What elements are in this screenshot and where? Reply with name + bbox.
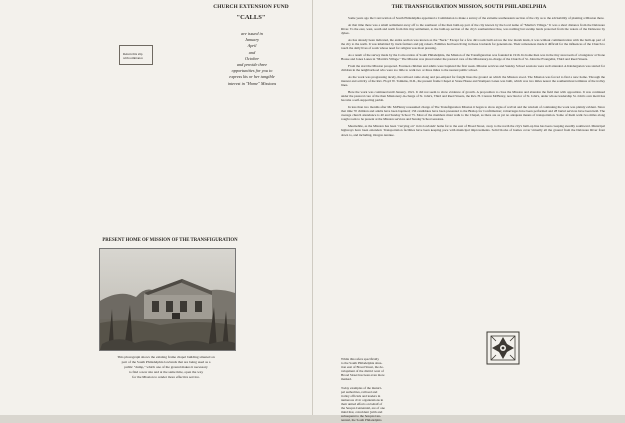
calls-text (206, 31, 298, 87)
decorative-ornament-icon (485, 330, 521, 366)
caption-line: public "dump," which one of the ground makes it necessary (124, 365, 208, 369)
narrow-line: Broad Street has been even more (341, 373, 385, 378)
narrow-line: their united efforts on behalf of (341, 402, 383, 407)
remittance-slip (119, 45, 153, 65)
calls-line: October (244, 55, 260, 61)
calls-line: and provide three (236, 62, 268, 68)
narrow-line: to the South Philadelphia situa- (341, 361, 383, 366)
narrow-line: Today examples of the munici- (341, 385, 382, 390)
fund-title: CHURCH EXTENSION FUND (213, 4, 289, 10)
paragraph: From the start the Mission prospered. Fourteen children and adults were baptized the first week. Mission services and Sunday School sessions were well attended. A Kindergarten was started for children in the neighborhood who were too little to walk two or three miles to the nearest public school. (341, 64, 605, 73)
narrow-line: tennial, the South Philadelphia (341, 418, 382, 423)
paragraph: As a result of the survey made by the Convocation of South Philadelphia, the Mission of the Transfiguration was founded in 1916. Its home then was in the tiny storeroom of a bungalow at Stone House and Jones Lanes in "Martin's Village." The Mission was placed under the pastoral care of the Missionary-in-charge of the Church of St. John the Evangelist, Third and Reed Streets. (341, 53, 605, 62)
narrow-line: the Sesqui-Centennial, are of one (341, 406, 385, 411)
narrow-line: marked. (341, 377, 352, 382)
calls-heading: "CALLS" (236, 14, 266, 21)
chapel-photo-image (100, 249, 235, 350)
stub-line: with remittance (123, 56, 143, 60)
paragraph: At that time there was a small settlement away off to the southeast of the then built-up part of the city known by the local name of "Martin's Village." It was a short distance from the Delaware River. To the east, west, south and north from this tiny settlement, to the built-up section of the city's southernmost line, was nothing but swamp lands protected from the waters of the Delaware by dykes. (341, 22, 605, 36)
calls-line: interest in "Home" Missions (227, 80, 277, 86)
mission-title: THE TRANSFIGURATION MISSION, SOUTH PHILADELPHIA (391, 4, 547, 10)
photo-caption (66, 355, 266, 380)
caption-line: part of the South Philadelphia lowlands that are being used as a (121, 360, 211, 364)
calls-line: April (247, 43, 257, 49)
chapel-photo (99, 248, 236, 351)
narrow-line: While this refers specifically (341, 357, 379, 361)
narrow-line: trolley officials and leaders in (341, 393, 381, 398)
calls-line: are issued in (241, 31, 263, 36)
calls-line: January (244, 37, 260, 43)
caption-line: to find a new site and at the same time, open the way (128, 370, 204, 374)
paragraph: Meanwhile, as the Mission has been "carrying on" in its lowlands' home far to the east of Broad Street, away to the north the city's built-up line has been creeping steadily southward. Municipal highways have been extended. Transportation facilities have been keeping pace with municipal improvements. Solid blocks of homes cover virtually all the ground from the Delaware River front down to, and including, Oregon Avenue. (341, 124, 605, 137)
calls-line: opportunities for you to (231, 68, 273, 74)
narrow-line: mind that, coincident [with and (341, 410, 383, 415)
paragraph: As has already been indicated, the entire section was known as the "Neck." Except for a few dirt roads built across the low marsh lands, it was without communication with the built-up part of the city to the north. It was inhabited by truck farmers and pig raisers. Families had been living in these lowlands for generations. Their remoteness made it difficult for the influences of the Church to touch the daily lives of souls whose need for religion was most pressing. (341, 37, 605, 51)
photo-heading: PRESENT HOME OF MISSION OF THE TRANSFIGURATION (102, 238, 238, 243)
caption-line: This photograph shows the existing frame chapel building situated on (117, 355, 215, 359)
mission-body (341, 16, 605, 139)
calls-line: and (248, 49, 256, 55)
narrow-line: tion east of Broad Street, the de- (341, 365, 384, 370)
paragraph: As the work was progressing nicely, the railroad came along and pre-empted for freight lines the ground on which the Mission stood. The Mission was forced to find a new home. Through the interest and activity of the Rev. Floyd W. Tomkins, D.D., the present frame Chapel at Stone House and Stampers Lanes was built, which was two miles nearer the southernmost terminus of the trolley lines. (341, 75, 605, 88)
paragraph: Some years ago the Convocation of South Philadelphia appointed a Commission to make a survey of the extreme southeastern section of the city as to the advisability of planting a Mission there. (348, 16, 605, 20)
narrow-line: numerous civic organizations in (341, 397, 384, 402)
stub-line: Return this slip (123, 52, 143, 56)
paragraph: In less than two months after Mr. McHenry reassumed charge of The Transfiguration Mission it began to show signs of revival and the wisdom of continuing the work was plainly evident. Since that time 70 children and adults have been baptized; 156 candidates have been presented to the Bishop for Confirmation; 4 marriages have been performed and 28 burial services have been held. The average church attendance is 40 and Sunday School 75. Most of the members must walk to the Chapel, as there are as yet no adequate means of transportation. Some of them walk two miles along rough roads to be present at the Mission services and Sunday School sessions. (341, 105, 605, 122)
caption-line: for the Mission to render more effective service. (132, 375, 200, 379)
left-page (0, 0, 312, 415)
narrow-line: subsequent to the Sesqui-Cen- (341, 414, 382, 419)
narrow-line: velopment of the district west of (341, 369, 384, 374)
narrow-line: pal authorities, railroad and (341, 389, 378, 394)
calls-line: express kis or her tangible (229, 74, 275, 80)
right-page (313, 0, 625, 423)
paragraph: Here the work was continued until January, 1921. It did not seem to show evidence of growth. A proposition to close the Mission and abandon the field met with opposition. It was continued under the pastoral care of the then Missionary-in-charge of St. John's, Third and Reed Streets, the Rev. H. Creston McHenry, now Rector of St. John's, under whose leadership St. John's own merit has become a self-supporting parish. (341, 90, 605, 103)
narrow-column (341, 357, 427, 423)
